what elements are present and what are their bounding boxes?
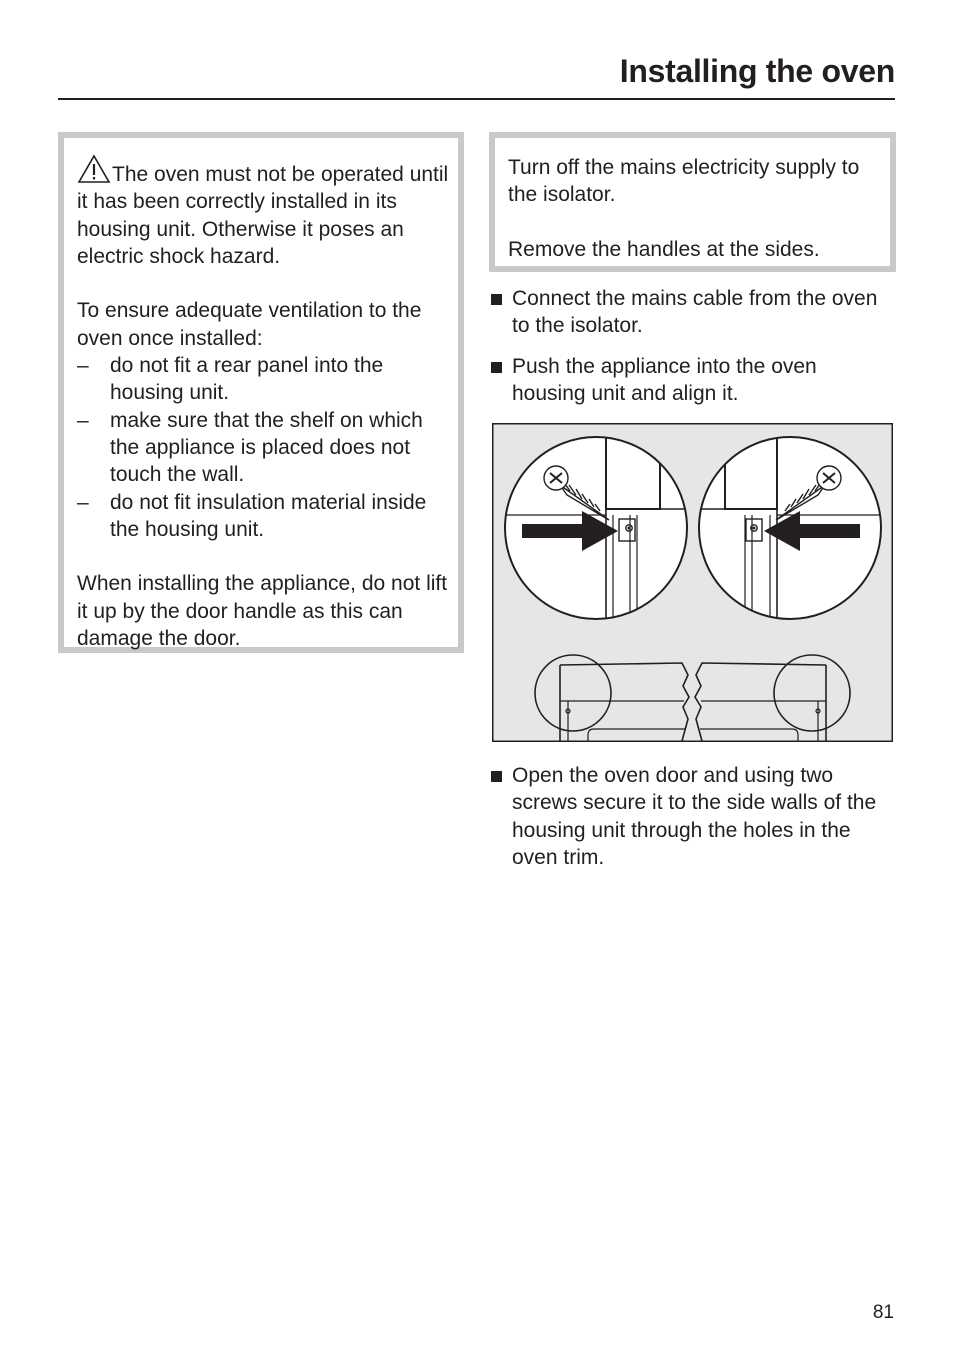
list-item <box>77 489 450 544</box>
page-number: 81 <box>872 1302 894 1323</box>
step-text: Push the appliance into the oven housing unit and align it. <box>512 354 817 405</box>
list-item-text: do not fit a rear panel into the housing unit. <box>110 354 384 405</box>
step-text: Connect the mains cable from the oven to the isolator. <box>512 287 878 338</box>
step-item <box>490 285 890 340</box>
isolator-note: Turn off the mains electricity supply to the isolator. <box>508 156 860 207</box>
handles-note: Remove the handles at the sides. <box>508 237 820 261</box>
notice-box <box>489 132 896 272</box>
dash-marker: – <box>77 490 89 514</box>
page-title: Installing the oven <box>619 53 895 89</box>
dash-marker: – <box>77 408 89 432</box>
step-list-bottom <box>490 762 890 871</box>
list-item-text: make sure that the shelf on which the appliance is placed does not touch the wall. <box>110 408 423 487</box>
list-item <box>77 407 450 489</box>
warning-text: The oven must not be operated until it has been correctly installed in its housing unit. Otherwise it poses an electric shock hazard. <box>77 163 449 268</box>
bullet-square-icon <box>491 362 502 373</box>
warning-triangle-icon <box>77 154 111 184</box>
door-handle-note: When installing the appliance, do not lift it up by the door handle as this can damage the door. <box>77 572 448 651</box>
bullet-square-icon <box>491 771 502 782</box>
list-item-text: do not fit insulation material inside the housing unit. <box>110 490 427 541</box>
warning-box <box>58 132 464 653</box>
list-item <box>77 352 450 407</box>
ventilation-list <box>77 352 450 543</box>
bullet-square-icon <box>491 294 502 305</box>
step-text: Open the oven door and using two screws secure it to the side walls of the housing unit through the holes in the oven trim. <box>512 764 877 869</box>
installation-illustration <box>492 423 893 742</box>
warning-paragraph <box>77 154 450 270</box>
ventilation-intro: To ensure adequate ventilation to the oven once installed: <box>77 299 422 350</box>
step-item <box>490 762 890 871</box>
dash-marker: – <box>77 354 89 378</box>
header-divider <box>58 98 895 100</box>
step-item <box>490 353 890 408</box>
step-list-top <box>490 285 890 407</box>
